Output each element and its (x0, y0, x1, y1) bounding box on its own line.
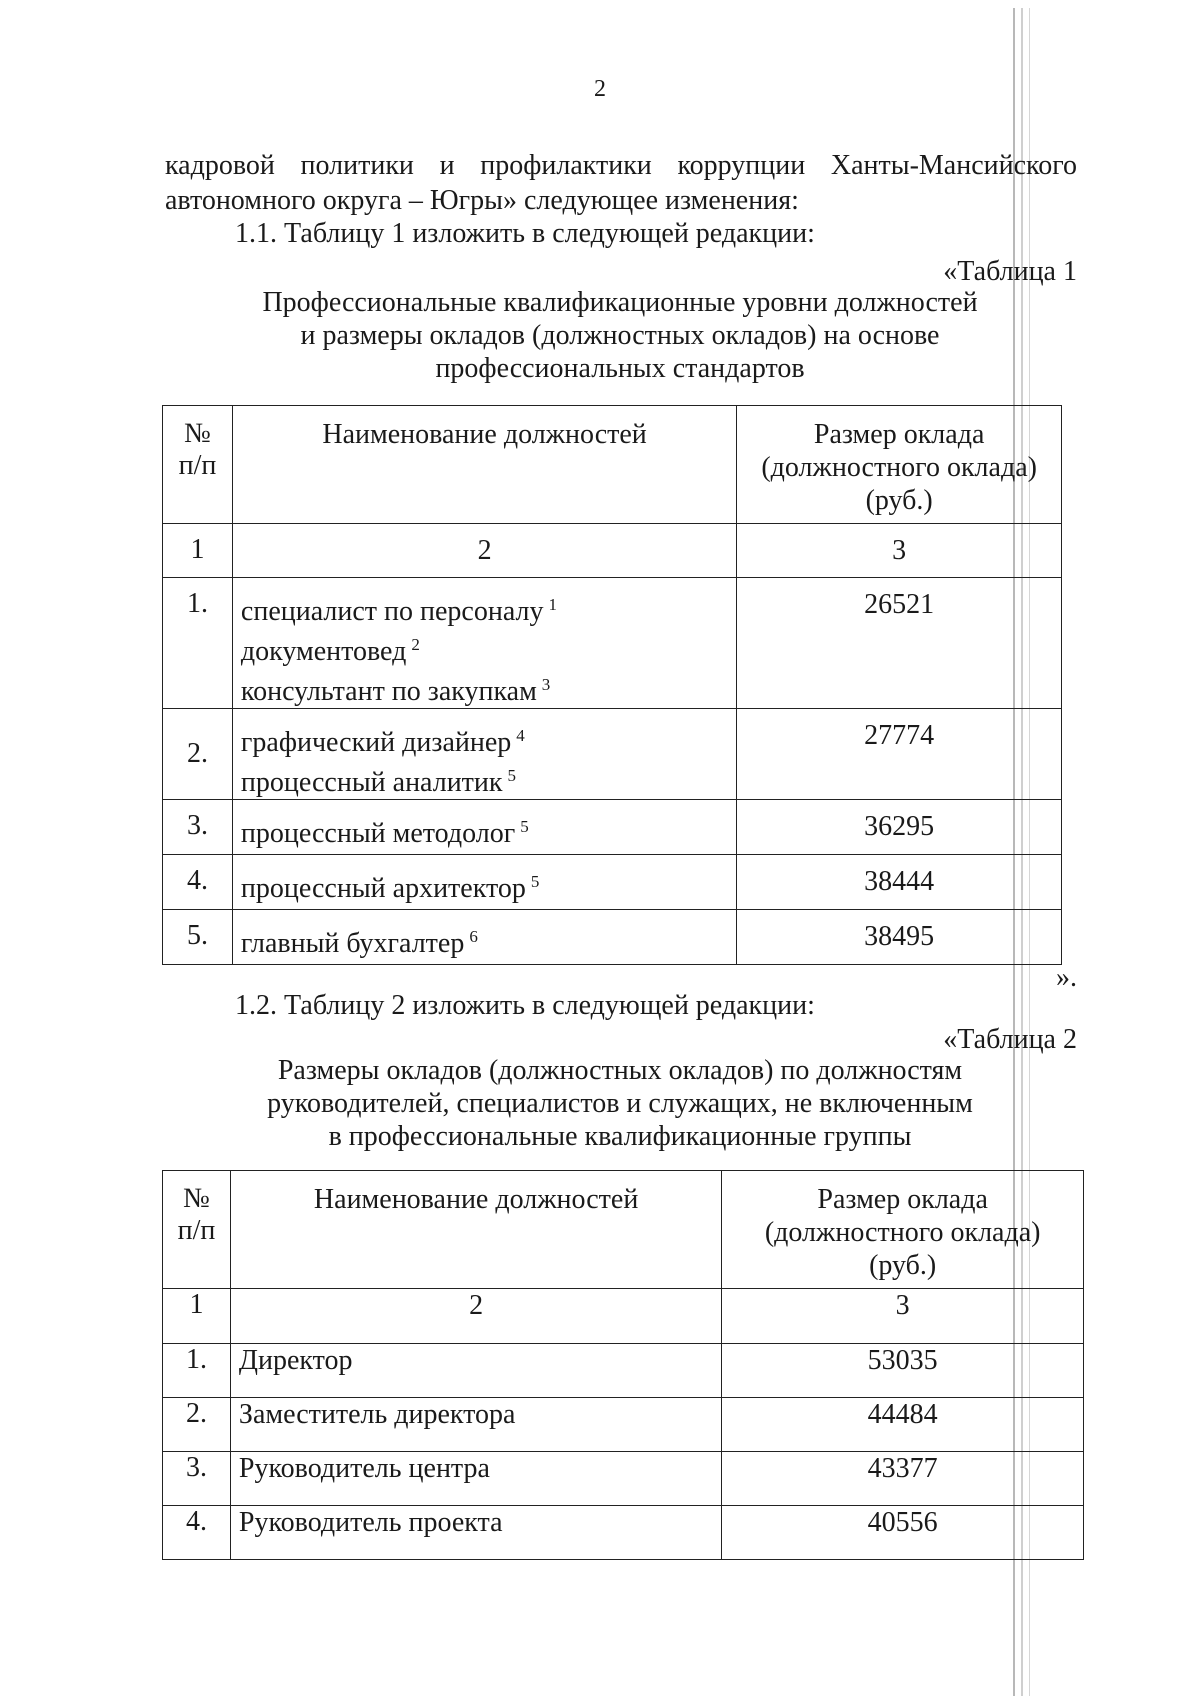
header-value: Размер оклада (должностного оклада) (руб.) (737, 406, 1062, 524)
row-positions (232, 578, 736, 709)
row-value: 44484 (722, 1398, 1084, 1452)
row-name: Заместитель директора (230, 1398, 721, 1452)
row-num: 1. (163, 578, 233, 709)
position-entry (241, 810, 730, 850)
table1-title (165, 286, 1075, 385)
row-num: 3. (163, 1452, 231, 1506)
colnum: 2 (232, 524, 736, 578)
position-entry (241, 668, 730, 708)
footnote-mark: 5 (507, 766, 517, 785)
table1-header-row (163, 406, 1062, 524)
table-row (163, 578, 1062, 709)
table-row (163, 1452, 1084, 1506)
row-num: 5. (163, 910, 233, 965)
position-entry (241, 628, 730, 668)
colnum: 1 (163, 1289, 231, 1344)
position-name: главный бухгалтер (240, 928, 465, 959)
row-value: 43377 (722, 1452, 1084, 1506)
table-row (163, 1506, 1084, 1560)
row-name: Директор (230, 1344, 721, 1398)
row-positions (232, 910, 736, 965)
position-entry (241, 759, 730, 799)
footnote-mark: 5 (530, 872, 540, 891)
position-entry (241, 920, 730, 960)
table2-colnum-row (163, 1289, 1084, 1344)
position-name: графический дизайнер (240, 727, 512, 758)
header-name: Наименование должностей (230, 1171, 721, 1289)
row-value: 27774 (737, 709, 1062, 800)
row-num: 2. (163, 709, 233, 800)
row-value: 26521 (737, 578, 1062, 709)
table1-title-line: Профессиональные квалификационные уровни должностей (262, 287, 978, 318)
row-num: 3. (163, 800, 233, 855)
intro-line-2: автономного округа – Югры» следующее изменения: (165, 185, 799, 216)
table1-title-line: и размеры окладов (должностных окладов) на основе (300, 320, 940, 351)
table-row (163, 910, 1062, 965)
position-name: консультант по закупкам (240, 676, 537, 707)
footnote-mark: 3 (541, 675, 551, 694)
position-entry (241, 719, 730, 759)
header-num: № п/п (163, 406, 233, 524)
colnum: 2 (230, 1289, 721, 1344)
row-positions (232, 800, 736, 855)
colnum: 3 (722, 1289, 1084, 1344)
footnote-mark: 4 (516, 726, 525, 745)
table-row (163, 709, 1062, 800)
position-entry (241, 588, 730, 628)
row-positions (232, 709, 736, 800)
row-value: 36295 (737, 800, 1062, 855)
position-entry (241, 865, 730, 905)
colnum: 1 (163, 524, 233, 578)
row-name: Руководитель центра (230, 1452, 721, 1506)
header-name: Наименование должностей (232, 406, 736, 524)
row-value: 40556 (722, 1506, 1084, 1560)
table2-label: «Таблица 2 (943, 1024, 1077, 1055)
position-name: процессный аналитик (240, 767, 503, 798)
footnote-mark: 2 (411, 635, 420, 654)
footnote-mark: 6 (469, 927, 478, 946)
table2-title (165, 1054, 1075, 1153)
position-name: процессный методолог (240, 818, 516, 849)
table-row (163, 1344, 1084, 1398)
header-value: Размер оклада (должностного оклада) (руб.) (722, 1171, 1084, 1289)
page-number: 2 (594, 76, 606, 102)
footnote-mark: 1 (548, 595, 557, 614)
row-num: 4. (163, 1506, 231, 1560)
position-name: процессный архитектор (240, 873, 526, 904)
table1-closing-quote: ». (1056, 962, 1077, 993)
table-row (163, 855, 1062, 910)
table1-colnum-row (163, 524, 1062, 578)
table1-label: «Таблица 1 (943, 256, 1077, 287)
table2-title-line: Размеры окладов (должностных окладов) по должностям (277, 1055, 963, 1086)
row-name: Руководитель проекта (230, 1506, 721, 1560)
table1-title-line: профессиональных стандартов (435, 353, 805, 384)
table2-title-line: руководителей, специалистов и служащих, не включенным (267, 1088, 973, 1119)
position-name: специалист по персоналу (240, 596, 544, 627)
row-value: 38495 (737, 910, 1062, 965)
position-name: документовед (240, 636, 407, 667)
table-row (163, 1398, 1084, 1452)
intro-line-1: кадровой политики и профилактики коррупции Ханты-Мансийского (165, 150, 1077, 181)
row-value: 53035 (722, 1344, 1084, 1398)
row-value: 38444 (737, 855, 1062, 910)
row-positions (232, 855, 736, 910)
item-1-1: 1.1. Таблицу 1 изложить в следующей редакции: (235, 218, 815, 249)
row-num: 1. (163, 1344, 231, 1398)
header-num: № п/п (163, 1171, 231, 1289)
table2 (162, 1170, 1084, 1560)
table2-title-line: в профессиональные квалификационные группы (328, 1121, 912, 1152)
footnote-mark: 5 (520, 817, 529, 836)
colnum: 3 (737, 524, 1062, 578)
table2-header-row (163, 1171, 1084, 1289)
row-num: 4. (163, 855, 233, 910)
table1 (162, 405, 1062, 965)
item-1-2: 1.2. Таблицу 2 изложить в следующей редакции: (235, 990, 815, 1021)
table-row (163, 800, 1062, 855)
row-num: 2. (163, 1398, 231, 1452)
